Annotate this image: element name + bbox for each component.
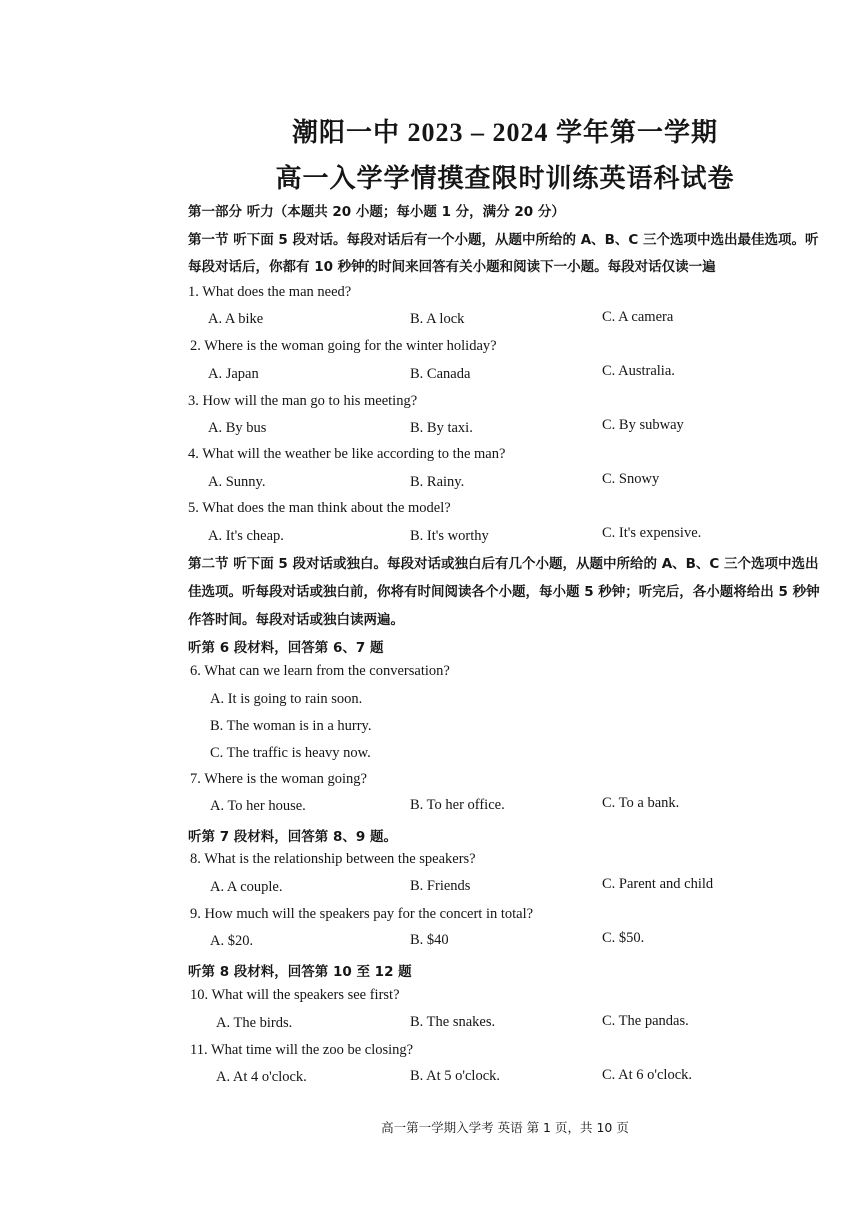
material-6-instruction: 听第 6 段材料，回答第 6、7 题 [188, 640, 384, 656]
q5-option-c: C. It's expensive. [602, 525, 702, 541]
q2-option-b: B. Canada [410, 366, 471, 382]
page-footer: 高一第一学期入学考 英语 第 1 页，共 10 页 [381, 1120, 629, 1135]
section2-instruction-line2: 佳选项。听每段对话或独白前，你将有时间阅读各个小题，每小题 5 秒钟；听完后，各小题将给出 5 秒钟 [188, 584, 820, 600]
question-2: 2. Where is the woman going for the winter holiday? [190, 338, 497, 354]
q2-option-c: C. Australia. [602, 363, 675, 379]
section2-instruction-line3: 作答时间。每段对话或独白读两遍。 [188, 612, 404, 628]
q4-option-c: C. Snowy [602, 471, 660, 487]
question-10: 10. What will the speakers see first? [190, 987, 400, 1003]
question-11: 11. What time will the zoo be closing? [190, 1042, 414, 1058]
q10-option-c: C. The pandas. [602, 1013, 689, 1029]
q8-option-c: C. Parent and child [602, 876, 714, 892]
q5-option-a: A. It's cheap. [208, 528, 284, 544]
q3-option-a: A. By bus [208, 420, 267, 436]
q1-option-c: C. A camera [602, 309, 674, 325]
question-4: 4. What will the weather be like according to the man? [188, 446, 506, 462]
q1-option-b: B. A lock [410, 311, 465, 327]
question-6: 6. What can we learn from the conversation? [190, 663, 450, 679]
q6-option-b: B. The woman is in a hurry. [210, 718, 372, 734]
material-7-instruction: 听第 7 段材料，回答第 8、9 题。 [188, 829, 397, 845]
question-3: 3. How will the man go to his meeting? [188, 393, 418, 409]
q9-option-a: A. $20. [210, 933, 254, 949]
material-8-instruction: 听第 8 段材料，回答第 10 至 12 题 [188, 964, 412, 980]
q3-option-c: C. By subway [602, 417, 684, 433]
q10-option-b: B. The snakes. [410, 1014, 496, 1030]
q8-option-b: B. Friends [410, 878, 471, 894]
q8-option-a: A. A couple. [210, 879, 283, 895]
section2-instruction-line1: 第二节 听下面 5 段对话或独白。每段对话或独白后有几个小题，从题中所给的 A、B、C 三个选项中选出 [188, 556, 819, 572]
q6-option-c: C. The traffic is heavy now. [210, 745, 371, 761]
question-9: 9. How much will the speakers pay for the concert in total? [190, 906, 534, 922]
q10-option-a: A. The birds. [216, 1015, 293, 1031]
q6-option-a: A. It is going to rain soon. [210, 691, 363, 707]
q5-option-b: B. It's worthy [410, 528, 489, 544]
question-7: 7. Where is the woman going? [190, 771, 367, 787]
q11-option-a: A. At 4 o'clock. [216, 1069, 307, 1085]
q3-option-b: B. By taxi. [410, 420, 473, 436]
q2-option-a: A. Japan [208, 366, 259, 382]
q7-option-b: B. To her office. [410, 797, 505, 813]
q7-option-c: C. To a bank. [602, 795, 680, 811]
q9-option-b: B. $40 [410, 932, 449, 948]
q9-option-c: C. $50. [602, 930, 645, 946]
question-8: 8. What is the relationship between the speakers? [190, 851, 476, 867]
q11-option-c: C. At 6 o'clock. [602, 1067, 693, 1083]
part1-heading: 第一部分 听力（本题共 20 小题；每小题 1 分，满分 20 分） [188, 204, 565, 220]
q7-option-a: A. To her house. [210, 798, 306, 814]
section1-instruction-line1: 第一节 听下面 5 段对话。每段对话后有一个小题，从题中所给的 A、B、C 三个选项中选出最佳选项。听 [188, 232, 819, 248]
q11-option-b: B. At 5 o'clock. [410, 1068, 501, 1084]
question-1: 1. What does the man need? [188, 284, 352, 300]
exam-title-line2: 高一入学学情摸查限时训练英语科试卷 [275, 164, 735, 193]
q1-option-a: A. A bike [208, 311, 264, 327]
q4-option-a: A. Sunny. [208, 474, 266, 490]
q4-option-b: B. Rainy. [410, 474, 465, 490]
question-5: 5. What does the man think about the model? [188, 500, 451, 516]
section1-instruction-line2: 每段对话后，你都有 10 秒钟的时间来回答有关小题和阅读下一小题。每段对话仅读一遍 [188, 259, 716, 275]
exam-title-line1: 潮阳一中 2023 – 2024 学年第一学期 [291, 118, 718, 147]
